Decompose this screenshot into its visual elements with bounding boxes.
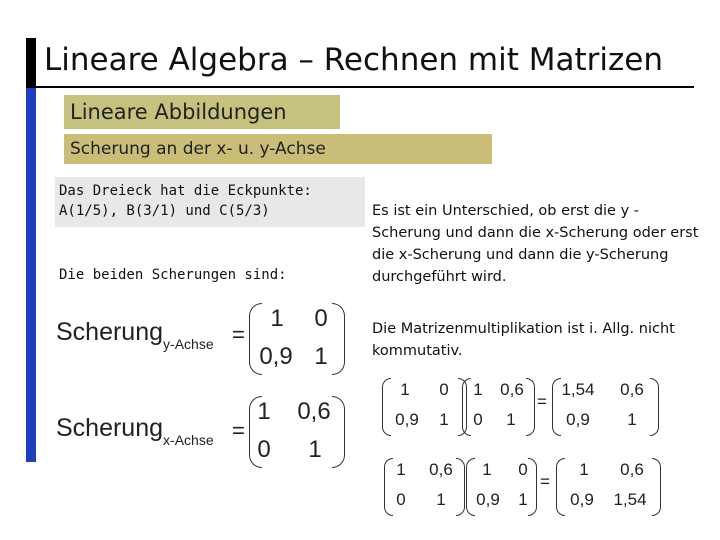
subsection-heading-band [64, 134, 492, 164]
commutativity-paragraph: Die Matrizenmultiplikation ist i. Allg. nicht kommutativ. [372, 321, 675, 359]
shears-intro: Die beiden Scherungen sind: [59, 267, 287, 283]
shear-y-formula [56, 318, 214, 352]
shear-x-subscript: x-Achse [163, 432, 214, 448]
matrix-cell: 0 [439, 380, 449, 399]
matrix-cell: 1 [439, 410, 449, 429]
subsection-heading: Scherung an der x- u. y-Achse [70, 139, 326, 159]
section-heading: Lineare Abbildungen [70, 100, 287, 124]
product2-c-right-bracket [652, 458, 661, 516]
section-heading-band [64, 95, 340, 129]
matrix-cell: 0,6 [620, 380, 644, 399]
difference-paragraph: Es ist ein Unterschied, ob erst die y -Scherung und dann die x-Scherung oder erst die x-Scherung und dann die y-Scherung durchgeführt wird. [372, 203, 699, 285]
triangle-points: A(1/5), B(3/1) und C(5/3) [59, 203, 270, 219]
matrix-cell: 0,9 [395, 410, 419, 429]
matrix-cell: 1 [308, 436, 322, 463]
matrix-cell: 0 [518, 460, 528, 479]
matrix-cell: 1 [396, 460, 406, 479]
matrix-cell: 0 [314, 305, 328, 332]
matrix-cell: 1,54 [561, 380, 595, 399]
matrix-cell: 1 [314, 343, 328, 370]
product1-equals: = [537, 392, 547, 411]
matrix-cell: 0,6 [500, 380, 524, 399]
matrix-cell: 1 [257, 398, 271, 425]
product2-equals: = [540, 472, 550, 491]
shear-y-equals: = [232, 322, 245, 347]
slide-title: Lineare Algebra – Rechnen mit Matrizen [44, 42, 663, 78]
matrix-cell: 1 [627, 410, 637, 429]
shear-x-label: Scherung [56, 414, 164, 442]
accent-bar [26, 88, 36, 462]
matrix-cell: 0 [257, 436, 271, 463]
matrix-cell: 1 [400, 380, 410, 399]
matrix-cell: 1 [506, 410, 516, 429]
matrix-cell: 0 [473, 410, 483, 429]
matrix-cell: 1,54 [613, 490, 647, 509]
shear-x-equals: = [232, 418, 245, 443]
shear-x-formula [56, 414, 214, 448]
matrix-cell: 1 [482, 460, 492, 479]
triangle-text: Das Dreieck hat die Eckpunkte: [59, 183, 312, 199]
matrix-cell: 0,9 [259, 343, 293, 370]
matrix-cell: 1 [518, 490, 528, 509]
matrix-cell: 0,6 [429, 460, 453, 479]
matrix-cell: 0,6 [620, 460, 644, 479]
shear-y-label: Scherung [56, 318, 164, 346]
matrix-cell: 1 [270, 305, 284, 332]
matrix-cell: 0,6 [297, 398, 331, 425]
matrix-cell: 0,9 [476, 490, 500, 509]
matrix-cell: 0,9 [570, 490, 594, 509]
matrix-cell: 0,9 [566, 410, 590, 429]
matrix-cell: 0 [396, 490, 406, 509]
matrix-cell: 1 [436, 490, 446, 509]
shear-y-subscript: y-Achse [163, 336, 214, 352]
matrix-cell: 1 [579, 460, 589, 479]
matrix-cell: 1 [473, 380, 483, 399]
